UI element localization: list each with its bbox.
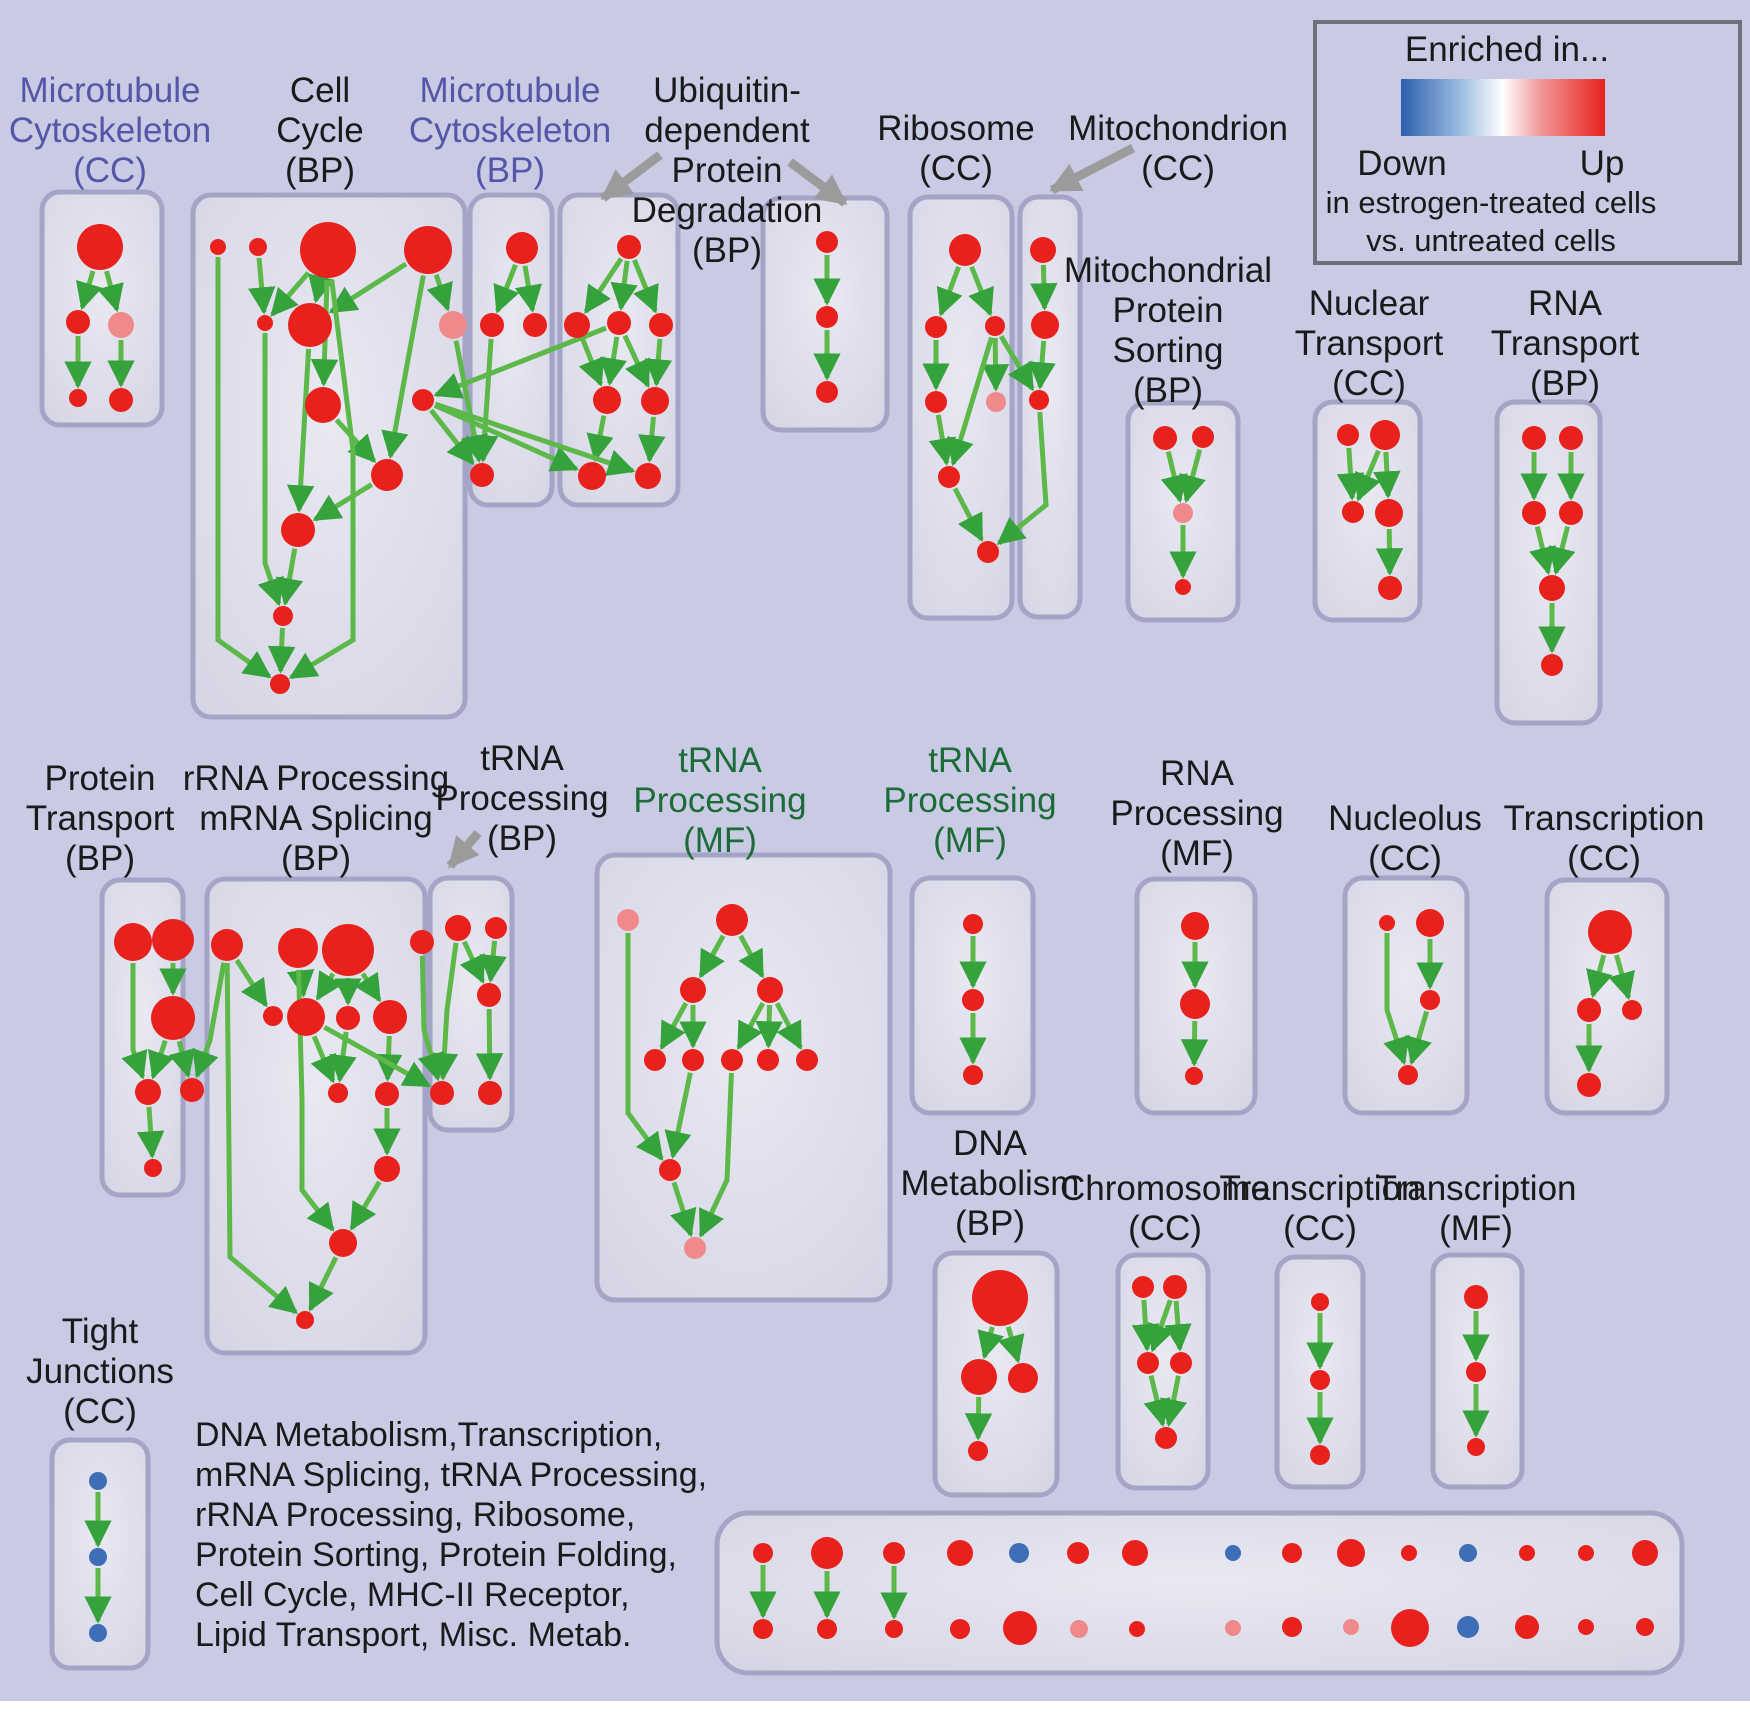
go-term-node-red bbox=[1559, 501, 1583, 525]
go-term-node-red bbox=[412, 389, 434, 411]
misc-text-line: rRNA Processing, Ribosome, bbox=[195, 1496, 636, 1534]
go-term-node-red bbox=[296, 1311, 314, 1329]
go-term-node-red bbox=[1122, 1540, 1148, 1566]
misc-text-line: Protein Sorting, Protein Folding, bbox=[195, 1536, 677, 1574]
cluster-label-nucleolus-cc: Nucleolus (CC) bbox=[1328, 799, 1482, 878]
go-term-node-red bbox=[977, 541, 999, 563]
go-term-node-red bbox=[985, 316, 1005, 336]
go-term-node-red bbox=[144, 1159, 162, 1177]
go-term-node-red bbox=[1282, 1617, 1302, 1637]
misc-text-line: Cell Cycle, MHC-II Receptor, bbox=[195, 1576, 630, 1614]
go-term-node-red bbox=[1391, 1609, 1429, 1647]
go-term-node-red bbox=[1398, 1065, 1418, 1085]
go-term-node-red bbox=[1539, 575, 1565, 601]
go-term-node-red bbox=[816, 231, 838, 253]
go-term-node-red bbox=[649, 313, 673, 337]
go-term-node-red bbox=[1467, 1438, 1485, 1456]
cluster-label-transcription-mf: Transcription (MF) bbox=[1375, 1169, 1577, 1248]
go-term-node-red bbox=[635, 463, 661, 489]
go-term-node-red bbox=[1466, 1362, 1486, 1382]
edge-nuclear-transport-cc bbox=[1386, 452, 1388, 496]
go-term-node-red bbox=[273, 606, 293, 626]
go-term-node-red bbox=[968, 1441, 988, 1461]
go-term-node-red bbox=[477, 983, 501, 1007]
go-term-node-red bbox=[961, 1359, 997, 1395]
go-term-node-red bbox=[66, 310, 90, 334]
go-term-node-red bbox=[1003, 1611, 1037, 1645]
go-term-node-red bbox=[263, 1006, 283, 1026]
go-term-node-red bbox=[1420, 990, 1440, 1010]
edge-nuclear-transport-cc bbox=[1349, 448, 1352, 498]
cluster-label-rrna-processing-mrna-splicing-bp: rRNA Processing mRNA Splicing (BP) bbox=[182, 759, 450, 878]
go-term-node-red bbox=[1577, 998, 1601, 1022]
go-term-node-red bbox=[1416, 909, 1444, 937]
go-term-node-red bbox=[1636, 1618, 1654, 1636]
go-term-node-red bbox=[375, 1082, 399, 1106]
go-term-node-red bbox=[1030, 237, 1056, 263]
edge-mitochondrion-cc bbox=[1043, 265, 1044, 308]
go-term-node-red bbox=[1337, 1539, 1365, 1567]
cluster-label-dna-metabolism-bp: DNA Metabolism (BP) bbox=[900, 1124, 1080, 1243]
go-term-node-red bbox=[593, 386, 621, 414]
go-term-node-red bbox=[1008, 1363, 1038, 1393]
go-term-node-red bbox=[816, 381, 838, 403]
go-term-node-red bbox=[480, 313, 504, 337]
go-term-node-red bbox=[1067, 1542, 1089, 1564]
go-term-node-red bbox=[721, 1049, 743, 1071]
cluster-label-rna-transport-bp: RNA Transport (BP) bbox=[1490, 284, 1640, 403]
go-term-node-red bbox=[1559, 426, 1583, 450]
legend-gradient-bar bbox=[1401, 79, 1605, 136]
go-term-node-red bbox=[757, 1049, 779, 1071]
go-term-node-red bbox=[1185, 1067, 1203, 1085]
go-term-node-red bbox=[278, 928, 318, 968]
legend-down-label: Down bbox=[1357, 144, 1447, 183]
go-term-node-red bbox=[152, 919, 194, 961]
go-term-node-red bbox=[1401, 1545, 1417, 1561]
edge-trna-processing-bp bbox=[489, 1009, 490, 1078]
go-term-node-red bbox=[607, 311, 631, 335]
go-term-node-red bbox=[796, 1049, 818, 1071]
go-term-node-red bbox=[506, 232, 538, 264]
go-term-node-red bbox=[210, 239, 226, 255]
go-term-node-blue bbox=[1457, 1616, 1479, 1638]
go-term-node-red bbox=[288, 303, 332, 347]
edge-ribosome-cc bbox=[995, 338, 996, 389]
go-term-node-red bbox=[1282, 1543, 1302, 1563]
go-term-node-red bbox=[1370, 420, 1400, 450]
go-term-node-red bbox=[430, 1081, 454, 1105]
cluster-label-microtubule-cytoskeleton-bp: Microtubule Cytoskeleton (BP) bbox=[408, 71, 612, 190]
go-term-node-red bbox=[404, 226, 452, 274]
go-term-node-red bbox=[151, 996, 195, 1040]
go-term-node-red bbox=[817, 1619, 837, 1639]
cluster-label-mitochondrial-protein-sorting-bp: Mitochondrial Protein Sorting (BP) bbox=[1063, 251, 1273, 410]
go-term-node-red bbox=[753, 1619, 773, 1639]
go-term-node-pink bbox=[1070, 1620, 1088, 1638]
go-term-node-blue bbox=[1459, 1544, 1477, 1562]
go-term-node-red bbox=[925, 316, 947, 338]
go-term-node-red bbox=[816, 306, 838, 328]
go-term-node-red bbox=[1181, 912, 1209, 940]
go-term-node-pink bbox=[439, 311, 467, 339]
go-term-node-red bbox=[1163, 1275, 1187, 1299]
go-term-node-red bbox=[1577, 1073, 1601, 1097]
go-term-node-red bbox=[972, 1270, 1028, 1326]
cluster-label-ribosome-cc: Ribosome (CC) bbox=[877, 109, 1035, 188]
go-term-node-pink bbox=[1173, 503, 1193, 523]
go-term-node-blue bbox=[89, 1624, 107, 1642]
edge-trna-processing-mf-large bbox=[768, 1005, 769, 1046]
legend-subtitle-line1: in estrogen-treated cells bbox=[1325, 185, 1657, 220]
go-term-node-red bbox=[1337, 424, 1359, 446]
go-term-node-blue bbox=[1009, 1543, 1029, 1563]
go-term-node-pink bbox=[1225, 1620, 1241, 1636]
go-term-node-red bbox=[180, 1078, 204, 1102]
cluster-label-rna-processing-mf: RNA Processing (MF) bbox=[1110, 754, 1284, 873]
go-term-node-red bbox=[811, 1537, 843, 1569]
go-term-node-red bbox=[1578, 1619, 1594, 1635]
misc-text-line: Lipid Transport, Misc. Metab. bbox=[195, 1616, 632, 1654]
go-term-node-red bbox=[680, 977, 706, 1003]
go-term-node-red bbox=[485, 917, 507, 939]
go-term-node-red bbox=[1029, 390, 1049, 410]
go-term-node-red bbox=[1170, 1352, 1192, 1374]
go-term-node-red bbox=[478, 1081, 502, 1105]
edge-rrna-processing-mrna-splicing-bp bbox=[388, 1036, 390, 1079]
go-term-node-red bbox=[410, 930, 434, 954]
go-term-node-blue bbox=[89, 1548, 107, 1566]
go-term-node-red bbox=[1132, 1276, 1154, 1298]
cluster-label-trna-processing-mf-small: tRNA Processing (MF) bbox=[883, 741, 1057, 860]
cluster-label-transcription-cc-bottom: Transcription (CC) bbox=[1219, 1169, 1421, 1248]
go-term-node-red bbox=[270, 674, 290, 694]
edge-protein-transport-bp bbox=[149, 1107, 152, 1156]
go-term-node-red bbox=[322, 924, 374, 976]
go-term-node-red bbox=[1175, 579, 1191, 595]
go-term-node-red bbox=[753, 1543, 773, 1563]
go-term-node-red bbox=[1632, 1540, 1658, 1566]
go-term-node-red bbox=[1522, 426, 1546, 450]
edge-dna-metabolism-bp bbox=[978, 1397, 979, 1438]
go-term-node-red bbox=[1515, 1615, 1539, 1639]
go-term-node-red bbox=[1311, 1293, 1329, 1311]
legend-up-label: Up bbox=[1579, 144, 1625, 183]
cluster-box-nuclear-transport-cc bbox=[1315, 402, 1420, 620]
cluster-label-nuclear-transport-cc: Nuclear Transport (CC) bbox=[1294, 284, 1444, 403]
go-term-node-red bbox=[135, 1079, 161, 1105]
go-term-node-red bbox=[1375, 499, 1403, 527]
go-term-node-red bbox=[1541, 654, 1563, 676]
cluster-label-protein-transport-bp: Protein Transport (BP) bbox=[25, 759, 175, 878]
go-term-node-red bbox=[1342, 501, 1364, 523]
go-term-node-pink bbox=[1343, 1619, 1359, 1635]
go-term-node-red bbox=[211, 929, 243, 961]
cluster-label-trna-processing-bp: tRNA Processing (BP) bbox=[435, 739, 609, 858]
go-term-node-red bbox=[287, 998, 325, 1036]
go-term-node-pink bbox=[617, 909, 639, 931]
go-term-node-red bbox=[373, 1000, 407, 1034]
go-term-node-red bbox=[305, 387, 341, 423]
go-term-node-red bbox=[1310, 1445, 1330, 1465]
go-term-node-red bbox=[249, 238, 267, 256]
cluster-box-misc-metabolism-group bbox=[717, 1513, 1682, 1673]
legend-subtitle-line2: vs. untreated cells bbox=[1366, 223, 1616, 258]
misc-text-line: DNA Metabolism,Transcription, bbox=[195, 1416, 663, 1454]
go-term-node-red bbox=[716, 904, 748, 936]
cluster-box-chromosome-cc bbox=[1118, 1255, 1208, 1488]
go-term-node-red bbox=[371, 459, 403, 491]
go-term-node-red bbox=[883, 1542, 905, 1564]
go-term-node-red bbox=[445, 915, 471, 941]
go-term-node-red bbox=[1378, 576, 1402, 600]
go-term-node-red bbox=[257, 315, 273, 331]
go-term-node-red bbox=[1031, 311, 1059, 339]
go-term-node-red bbox=[949, 234, 981, 266]
go-term-node-red bbox=[69, 389, 87, 407]
go-term-node-red bbox=[328, 1083, 348, 1103]
go-term-node-red bbox=[109, 388, 133, 412]
edge-chromosome-cc bbox=[1144, 1300, 1147, 1349]
go-term-node-red bbox=[963, 1065, 983, 1085]
go-term-node-red bbox=[947, 1540, 973, 1566]
go-term-node-red bbox=[757, 977, 783, 1003]
go-term-node-red bbox=[114, 923, 152, 961]
cluster-label-ubiquitin-dependent-protein-degradation-bp: Ubiquitin-dependent Protein Degradation (BP) bbox=[631, 71, 823, 270]
go-term-node-red bbox=[1155, 1427, 1177, 1449]
cluster-label-chromosome-cc: Chromosome (CC) bbox=[1059, 1169, 1271, 1248]
edge-cell-cycle-bp bbox=[281, 628, 283, 671]
go-term-node-red bbox=[617, 235, 641, 259]
go-term-node-red bbox=[1522, 501, 1546, 525]
edge-nuclear-transport-cc bbox=[1389, 529, 1390, 573]
go-term-node-red bbox=[336, 1006, 360, 1030]
go-term-node-red bbox=[963, 914, 983, 934]
misc-cluster-text-block bbox=[195, 1415, 707, 1655]
go-term-node-red bbox=[281, 513, 315, 547]
go-term-node-blue bbox=[89, 1472, 107, 1490]
go-term-node-pink bbox=[986, 392, 1006, 412]
go-term-node-blue bbox=[1225, 1545, 1241, 1561]
go-term-node-red bbox=[938, 466, 960, 488]
edge-rna-processing-mf bbox=[1194, 1021, 1195, 1064]
misc-text-line: mRNA Splicing, tRNA Processing, bbox=[195, 1456, 708, 1494]
go-term-node-red bbox=[1310, 1370, 1330, 1390]
go-term-node-red bbox=[1129, 1621, 1145, 1637]
go-term-node-red bbox=[659, 1159, 681, 1181]
go-term-node-red bbox=[950, 1619, 970, 1639]
go-term-node-red bbox=[523, 313, 547, 337]
go-term-node-pink bbox=[108, 312, 134, 338]
go-term-node-red bbox=[470, 463, 494, 487]
go-term-node-red bbox=[1192, 426, 1214, 448]
go-term-node-red bbox=[962, 989, 984, 1011]
go-term-node-red bbox=[77, 224, 123, 270]
go-term-node-red bbox=[1588, 910, 1632, 954]
go-term-node-red bbox=[1153, 426, 1177, 450]
edge-ubiquitin-dependent-protein-degradation-bp bbox=[656, 339, 660, 384]
go-term-node-red bbox=[374, 1156, 400, 1182]
go-term-node-pink bbox=[684, 1237, 706, 1259]
go-term-node-red bbox=[1379, 915, 1395, 931]
go-term-node-red bbox=[885, 1620, 903, 1638]
legend bbox=[1313, 20, 1742, 265]
go-term-node-red bbox=[1622, 1000, 1642, 1020]
go-term-node-red bbox=[578, 462, 606, 490]
cluster-label-cell-cycle-bp: Cell Cycle (BP) bbox=[276, 71, 364, 190]
go-term-node-red bbox=[564, 312, 590, 338]
go-term-node-red bbox=[329, 1229, 357, 1257]
go-term-node-red bbox=[1519, 1545, 1535, 1561]
go-term-node-red bbox=[682, 1049, 704, 1071]
cluster-label-mitochondrion-cc: Mitochondrion (CC) bbox=[1068, 109, 1288, 188]
go-term-node-red bbox=[925, 391, 947, 413]
go-term-node-red bbox=[641, 387, 669, 415]
cluster-label-transcription-cc-middle: Transcription (CC) bbox=[1503, 799, 1705, 878]
go-term-node-red bbox=[1180, 989, 1210, 1019]
cluster-label-trna-processing-mf-large: tRNA Processing (MF) bbox=[633, 741, 807, 860]
go-term-node-red bbox=[1137, 1352, 1159, 1374]
go-term-node-red bbox=[300, 222, 356, 278]
go-term-node-red bbox=[1464, 1285, 1488, 1309]
legend-title: Enriched in... bbox=[1404, 30, 1610, 69]
go-term-node-red bbox=[1578, 1545, 1594, 1561]
go-term-node-red bbox=[644, 1049, 666, 1071]
cluster-label-tight-junctions-cc: Tight Junctions (CC) bbox=[26, 1312, 174, 1431]
cluster-label-microtubule-cytoskeleton-cc: Microtubule Cytoskeleton (CC) bbox=[8, 71, 212, 190]
